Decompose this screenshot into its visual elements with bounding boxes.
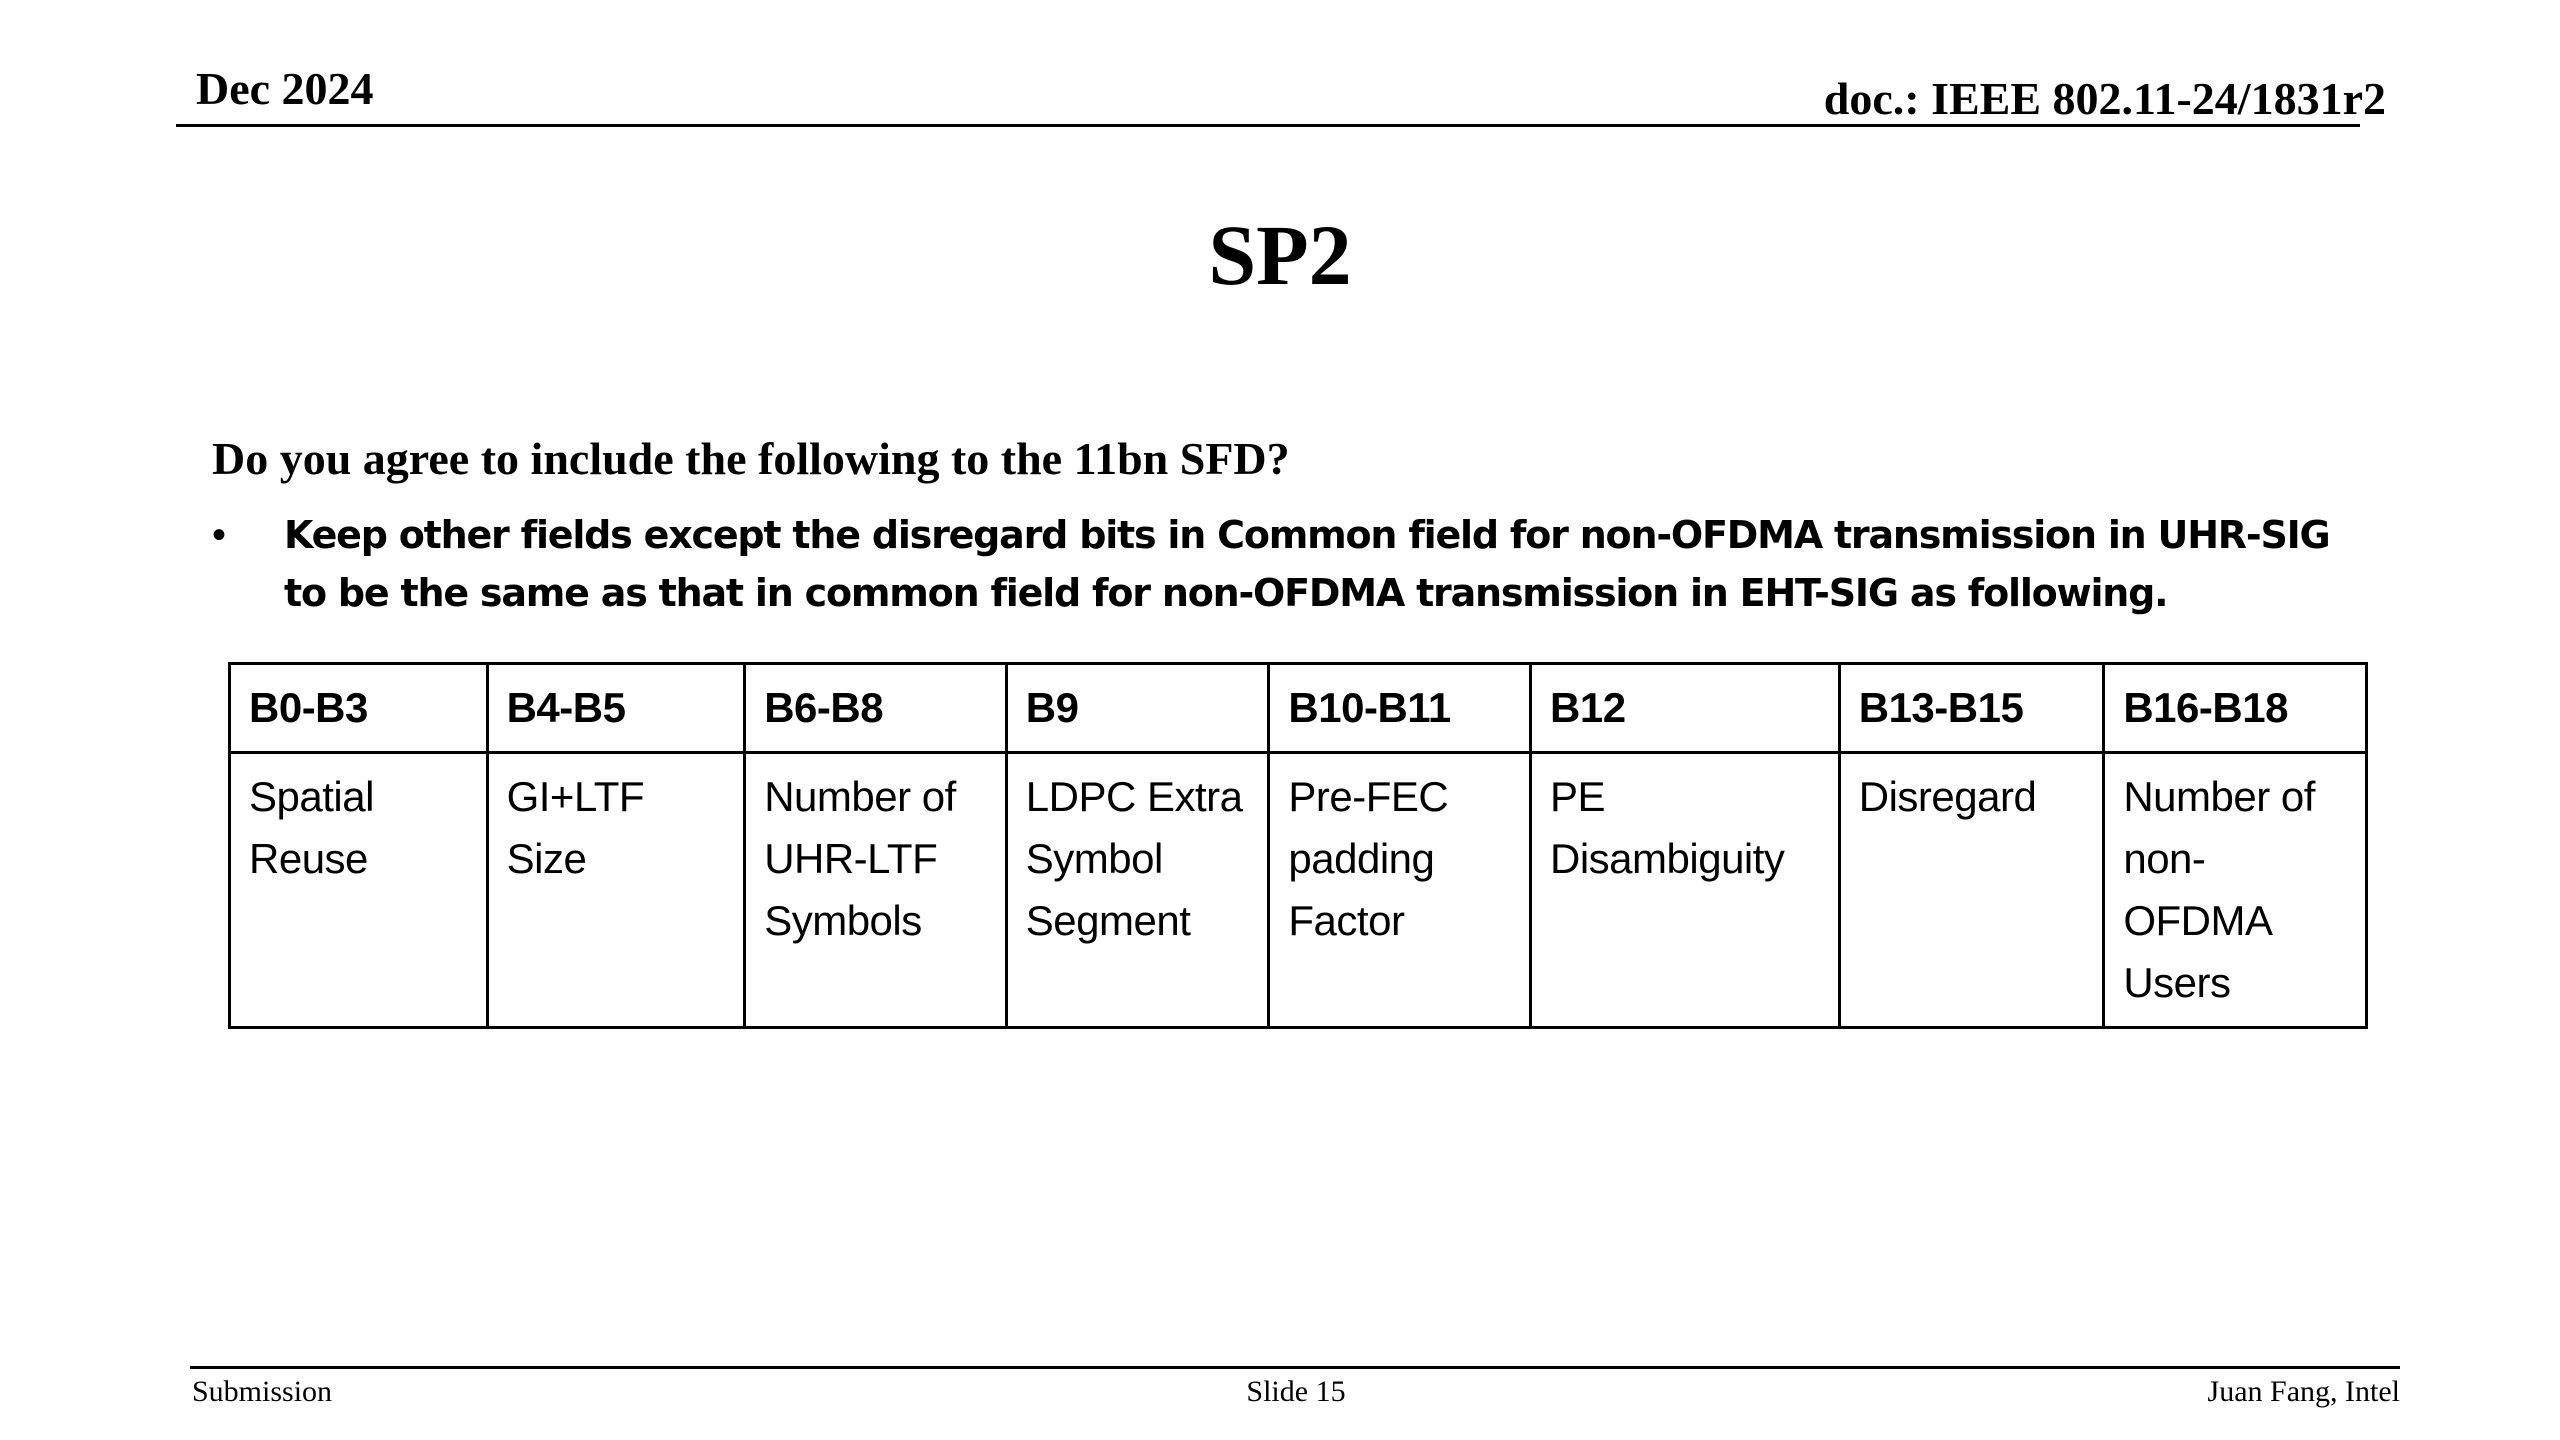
table-header-cell: B16-B18 — [2104, 664, 2367, 753]
header-doc-id: doc.: IEEE 802.11-24/1831r2 — [1823, 73, 2386, 124]
table-cell: LDPC Extra Symbol Segment — [1006, 753, 1269, 1028]
footer-submission: Submission — [192, 1375, 333, 1408]
table-cell: Spatial Reuse — [230, 753, 488, 1028]
footer-divider — [190, 1366, 2400, 1369]
table-header-cell: B0-B3 — [230, 664, 488, 753]
header-divider — [176, 124, 2360, 127]
footer-author: Juan Fang, Intel — [2207, 1375, 2400, 1408]
table-header-cell: B13-B15 — [1839, 664, 2104, 753]
table-cell: GI+LTF Size — [487, 753, 745, 1028]
table-cell: PE Disambiguity — [1531, 753, 1840, 1028]
table-header-cell: B12 — [1531, 664, 1840, 753]
table-cell: Number of non-OFDMA Users — [2104, 753, 2367, 1028]
table-row — [230, 753, 2367, 1028]
table-header-cell: B9 — [1006, 664, 1269, 753]
table-cell: Pre-FEC padding Factor — [1269, 753, 1531, 1028]
header-date: Dec 2024 — [196, 63, 374, 114]
common-field-table — [228, 662, 2368, 1029]
table-header-row — [230, 664, 2367, 753]
bullet-marker: • — [212, 513, 227, 557]
slide-title: SP2 — [1208, 207, 1352, 303]
table-cell: Number of UHR-LTF Symbols — [745, 753, 1007, 1028]
footer-slide-number: Slide 15 — [1246, 1375, 1346, 1408]
bullet-text: Keep other fields except the disregard bits in Common field for non-OFDMA transmission in UHR-SIG to be the same as that in common field for non-OFDMA transmission in EHT-SIG as following. — [284, 513, 2330, 615]
bullet-item — [212, 506, 2372, 622]
table-header-cell: B10-B11 — [1269, 664, 1531, 753]
table-header-cell: B6-B8 — [745, 664, 1007, 753]
table-cell: Disregard — [1839, 753, 2104, 1028]
question-text: Do you agree to include the following to the 11bn SFD? — [212, 433, 1290, 484]
table-header-cell: B4-B5 — [487, 664, 745, 753]
